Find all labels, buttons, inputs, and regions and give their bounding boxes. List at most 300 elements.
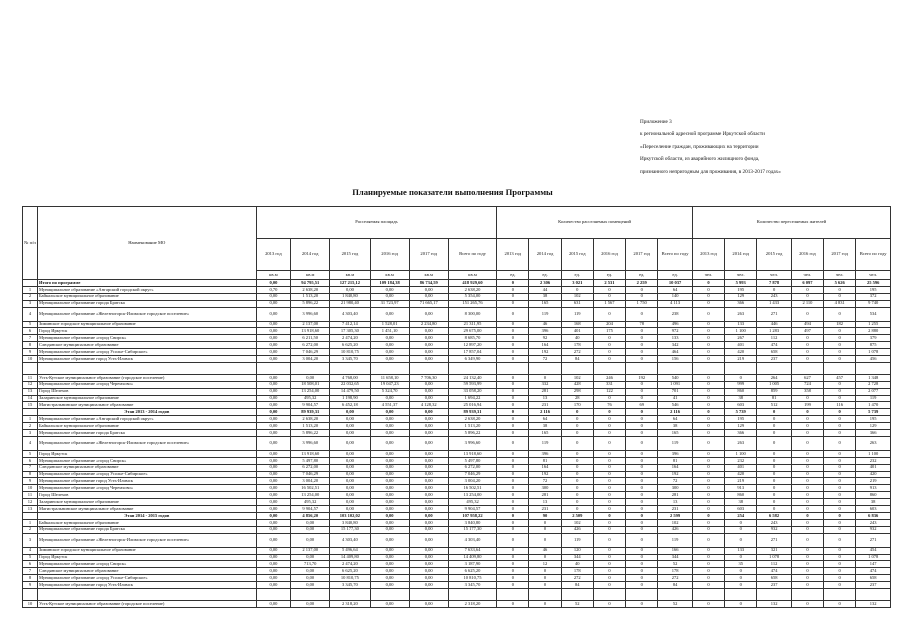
row-value: 0 [497, 575, 529, 582]
header-unit: чел. [856, 271, 891, 280]
row-value: 0 [497, 349, 529, 356]
row-value: 0 [824, 416, 856, 423]
row-value: 0,00 [330, 471, 370, 478]
row-value: 1 451,10 [370, 328, 409, 335]
header-group: Количество переселяемых жителей [692, 207, 890, 239]
row-value: 0,00 [370, 307, 409, 321]
row-value: 0 [626, 519, 658, 526]
row-value: 0 [692, 561, 724, 568]
row-value: 0,00 [256, 335, 291, 342]
row-value: 0 [593, 499, 625, 506]
table-row [23, 436, 891, 450]
row-value: 3 345,70 [330, 356, 370, 363]
row-value: 140 [658, 293, 693, 300]
row-value: 4 303,40 [448, 533, 496, 547]
row-value: 0 [692, 575, 724, 582]
row-value: 0 [593, 478, 625, 485]
row-value: 0 [725, 575, 757, 582]
row-value: 6 097 [791, 280, 823, 287]
row-value: 0 [824, 293, 856, 300]
row-value: 0 [593, 356, 625, 363]
row-value: 0 [692, 381, 724, 388]
row-value: 3 004,20 [291, 478, 330, 485]
row-value: 0 [692, 374, 724, 381]
row-value: 5 324,70 [370, 388, 409, 395]
row-value: 0 [824, 356, 856, 363]
row-name: Город Иркутск [37, 554, 256, 561]
row-value: 0 [626, 328, 658, 335]
row-value: 0,00 [409, 349, 448, 356]
row-value: 6 625,20 [330, 342, 370, 349]
row-value: 0 [824, 499, 856, 506]
row-value: 72 [658, 478, 693, 485]
row-value: 129 [856, 423, 891, 430]
row-value: 254 [725, 512, 757, 519]
row-value: 1 100 [725, 450, 757, 457]
row-value: 0 [692, 450, 724, 457]
row-value: 446 [757, 321, 792, 328]
row-value: 119 [529, 307, 561, 321]
row-value [497, 362, 529, 374]
table-row [23, 575, 891, 582]
row-value [330, 588, 370, 600]
row-value: 0 [497, 512, 529, 519]
row-value: 0 [791, 307, 823, 321]
row-value: 2 474,20 [330, 335, 370, 342]
row-value: 0 [692, 547, 724, 554]
row-number: 10 [23, 356, 38, 363]
row-value: 0 [593, 457, 625, 464]
header-year: 2017 год [409, 239, 448, 271]
row-number: 12 [23, 381, 38, 388]
row-value: 0 [824, 457, 856, 464]
header-unit: ед. [561, 271, 593, 280]
row-value: 0 [692, 568, 724, 575]
row-value: 0 [626, 457, 658, 464]
row-value: 112 [757, 561, 792, 568]
row-value: 0,00 [370, 395, 409, 402]
row-value: 133 [725, 321, 757, 328]
row-value: 932 [856, 526, 891, 533]
row-value: 0 [497, 280, 529, 287]
row-value: 0,00 [409, 450, 448, 457]
row-value: 0 [757, 416, 792, 423]
row-value: 0 [561, 409, 593, 416]
row-value: 0 [791, 349, 823, 356]
row-value: 1 840,80 [330, 293, 370, 300]
row-value: 272 [658, 575, 693, 582]
row-value: 0,00 [409, 485, 448, 492]
row-value: 0 [593, 423, 625, 430]
row-value: 0,00 [256, 356, 291, 363]
row-value: 0 [626, 478, 658, 485]
row-value: 0 [497, 328, 529, 335]
row-value: 0 [497, 464, 529, 471]
header-year: 2013 год [256, 239, 291, 271]
row-value: 0 [824, 485, 856, 492]
row-value: 0,00 [256, 464, 291, 471]
row-value: 271 [757, 533, 792, 547]
row-value: 76 [593, 402, 625, 409]
row-value: 0 [692, 402, 724, 409]
row-value: 0 [824, 512, 856, 519]
header-unit: кв.м [448, 271, 496, 280]
row-number: 1 [23, 416, 38, 423]
header-year: 2015 год [757, 239, 792, 271]
row-value: 0 [561, 471, 593, 478]
table-row [23, 409, 891, 416]
row-value: 52 [658, 600, 693, 607]
row-value: 0,00 [256, 512, 291, 519]
row-value [626, 362, 658, 374]
row-value [658, 362, 693, 374]
row-value: 0,00 [409, 423, 448, 430]
row-name: Муниципальное образование «город Черемхово» [37, 485, 256, 492]
row-value: 0 [824, 464, 856, 471]
row-value: 0 [692, 430, 724, 437]
row-value [291, 588, 330, 600]
row-value: 0 [824, 506, 856, 513]
row-value: 102 [561, 374, 593, 381]
row-value: 13 254,00 [291, 492, 330, 499]
header-year: 2016 год [370, 239, 409, 271]
row-value: 0 [824, 436, 856, 450]
row-value: 0 [497, 499, 529, 506]
row-value: 1 750 [626, 300, 658, 307]
row-value: 0 [824, 395, 856, 402]
row-value: 0 [593, 464, 625, 471]
row-number: 1 [23, 286, 38, 293]
row-value: 0,00 [370, 485, 409, 492]
row-value: 0 [529, 568, 561, 575]
row-value: 0 [626, 342, 658, 349]
row-value: 204 [593, 321, 625, 328]
row-value: 71 665,17 [409, 300, 448, 307]
row-name: Зиминское городское муниципальное образование [37, 547, 256, 554]
row-value: 0 [626, 436, 658, 450]
row-value: 0,00 [409, 526, 448, 533]
row-name [37, 588, 256, 600]
row-value: 0,00 [291, 568, 330, 575]
row-value: 33 058,20 [448, 388, 496, 395]
row-value: 701 [658, 388, 693, 395]
row-value: 0 [497, 416, 529, 423]
row-value: 0 [692, 356, 724, 363]
row-value: 6 625,20 [330, 568, 370, 575]
row-value: 0,00 [370, 600, 409, 607]
row-value: 0,00 [256, 457, 291, 464]
header-year: 2017 год [824, 239, 856, 271]
row-value: 16 502,51 [448, 485, 496, 492]
row-number: 5 [23, 554, 38, 561]
row-value: 0 [791, 512, 823, 519]
row-value: 0 [626, 395, 658, 402]
row-value: 0,00 [256, 561, 291, 568]
row-value: 102 [658, 519, 693, 526]
row-name: Муниципальное образование города Братска [37, 430, 256, 437]
header-unit: ед. [658, 271, 693, 280]
row-value: 0 [791, 600, 823, 607]
row-value: 457 [824, 374, 856, 381]
header-year: 2014 год [725, 239, 757, 271]
row-value: 0 [824, 409, 856, 416]
row-value: 474 [856, 568, 891, 575]
row-value: 243 [757, 519, 792, 526]
row-value: 0 [791, 561, 823, 568]
row-value: 0,00 [256, 478, 291, 485]
row-value: 0 [791, 499, 823, 506]
table-row [23, 342, 891, 349]
row-value: 0,00 [256, 547, 291, 554]
row-value [757, 588, 792, 600]
row-value: 0 [692, 328, 724, 335]
row-value: 13 [529, 395, 561, 402]
header-year: 2014 год [529, 239, 561, 271]
row-value: 0 [593, 409, 625, 416]
row-value: 0 [824, 423, 856, 430]
row-value: 0 [824, 575, 856, 582]
row-value: 263 [725, 307, 757, 321]
row-name: Муниципальное образование «город Свирск» [37, 457, 256, 464]
row-value: 0 [692, 423, 724, 430]
row-name: Слюдянское муниципальное образование [37, 568, 256, 575]
row-name: Муниципальное образование «Железногорск-Илимское городское поселение» [37, 533, 256, 547]
row-value: 0,00 [256, 582, 291, 589]
row-value: 5 896,22 [291, 430, 330, 437]
row-value: 52 [561, 600, 593, 607]
row-value: 0 [497, 342, 529, 349]
row-value: 267 [725, 335, 757, 342]
header-unit: кв.м [330, 271, 370, 280]
row-value: 0 [626, 568, 658, 575]
appendix-line: «Переселение граждан, проживающих на территории [640, 143, 759, 150]
row-value: 195 [856, 416, 891, 423]
row-value: 13 [658, 499, 693, 506]
row-value: 0 [757, 436, 792, 450]
row-value: 0 [497, 409, 529, 416]
row-value: 0,00 [409, 547, 448, 554]
header-year: 2014 год [291, 239, 330, 271]
row-value: 0 [497, 506, 529, 513]
row-value: 0,00 [409, 519, 448, 526]
row-value: 0 [497, 293, 529, 300]
table-row [23, 362, 891, 374]
row-value: 0 [497, 478, 529, 485]
row-value: 0 [791, 395, 823, 402]
row-value: 0 [497, 533, 529, 547]
row-value: 0 [626, 286, 658, 293]
row-value: 6 272,00 [291, 342, 330, 349]
row-value: 0 [593, 568, 625, 575]
row-value: 0 [561, 286, 593, 293]
row-value: 0,00 [330, 485, 370, 492]
appendix-line: Приложение 3 [640, 119, 672, 125]
row-value: 164 [529, 342, 561, 349]
row-value: 0,00 [256, 568, 291, 575]
row-value: 5 496,64 [330, 547, 370, 554]
row-value: 0,00 [409, 328, 448, 335]
row-value: 0 [791, 286, 823, 293]
row-value: 396 [529, 328, 561, 335]
row-value: 3 840,80 [330, 519, 370, 526]
row-value: 0,00 [370, 349, 409, 356]
row-value: 0 [791, 409, 823, 416]
table-row [23, 526, 891, 533]
row-value: 0 [692, 280, 724, 287]
row-value: 112 [757, 335, 792, 342]
row-value: 0 [692, 416, 724, 423]
row-value: 0,00 [330, 450, 370, 457]
row-value: 1 255 [856, 321, 891, 328]
row-name: Муниципальное образование «город Усолье-Сибирское» [37, 471, 256, 478]
row-value: 0 [791, 533, 823, 547]
row-value: 40 [561, 561, 593, 568]
row-value: 0,00 [330, 430, 370, 437]
row-value [626, 588, 658, 600]
table-row [23, 395, 891, 402]
header-group: Количество расселяемых помещений [497, 207, 693, 239]
row-value: 0 [692, 499, 724, 506]
header-unit: чел. [824, 271, 856, 280]
row-value: 0 [497, 485, 529, 492]
row-value: 102 [561, 293, 593, 300]
row-value: 0 [626, 423, 658, 430]
row-value: 13 [529, 499, 561, 506]
row-value: 89 939,31 [448, 409, 496, 416]
row-value: 0,00 [256, 416, 291, 423]
row-value: 0 [692, 335, 724, 342]
row-value: 231 [529, 402, 561, 409]
row-value: 0,00 [370, 561, 409, 568]
row-value: 11 658,10 [370, 374, 409, 381]
row-value: 38 [658, 423, 693, 430]
row-value: 420 [725, 471, 757, 478]
table-row [23, 506, 891, 513]
row-value: 0 [692, 492, 724, 499]
row-value: 0 [692, 388, 724, 395]
row-value: 192 [626, 374, 658, 381]
row-value: 31 723,97 [370, 300, 409, 307]
row-value: 0,00 [330, 286, 370, 293]
row-value: 238 [658, 307, 693, 321]
row-value: 0 [757, 286, 792, 293]
row-value: 0 [791, 506, 823, 513]
row-value: 0 [725, 374, 757, 381]
row-value: 232 [725, 457, 757, 464]
row-value: 0 [593, 450, 625, 457]
row-name: Итого по программе [37, 280, 256, 287]
row-value: 534 [856, 307, 891, 321]
table-row [23, 457, 891, 464]
row-value: 426 [561, 526, 593, 533]
row-value: 81 [757, 395, 792, 402]
row-value [856, 362, 891, 374]
row-value: 2 880 [856, 328, 891, 335]
row-value: 4 303,40 [330, 533, 370, 547]
row-value: 0,00 [409, 457, 448, 464]
row-value: 0,00 [409, 600, 448, 607]
row-value: 0 [497, 286, 529, 293]
row-value: 0 [692, 321, 724, 328]
row-value: 0,00 [291, 533, 330, 547]
row-value: 0 [593, 561, 625, 568]
row-value: 156 [658, 356, 693, 363]
row-value: 0 [692, 582, 724, 589]
row-name: Слюдянское муниципальное образование [37, 342, 256, 349]
row-value: 0 [757, 506, 792, 513]
row-name: Муниципальное образование «город Свирск» [37, 335, 256, 342]
row-value: 0 [824, 600, 856, 607]
row-value: 0 [529, 554, 561, 561]
table-row [23, 388, 891, 395]
row-value: 0 [692, 349, 724, 356]
row-value: 0,00 [256, 349, 291, 356]
table-row [23, 280, 891, 287]
header-unit: ед. [497, 271, 529, 280]
row-value: 3 840,80 [448, 519, 496, 526]
row-value: 0,00 [291, 600, 330, 607]
row-value: 860 [856, 492, 891, 499]
row-value: 6 836 [856, 512, 891, 519]
row-value: 7 633,64 [448, 547, 496, 554]
row-value: 426 [658, 526, 693, 533]
page-title: Планируемые показатели выполнения Программы [352, 187, 553, 197]
row-value: 78 [626, 321, 658, 328]
row-value: 0 [561, 430, 593, 437]
row-value: 127 215,12 [330, 280, 370, 287]
table-row [23, 485, 891, 492]
row-value [658, 588, 693, 600]
row-value: 0 [692, 512, 724, 519]
row-value: 195 [856, 286, 891, 293]
row-value: 0,00 [409, 342, 448, 349]
table-row [23, 300, 891, 307]
row-name: Слюдянское муниципальное образование [37, 464, 256, 471]
appendix-line: признанного непригодным для проживания, в 2013-2017 годах» [640, 168, 781, 175]
row-value: 0,70 [256, 286, 291, 293]
row-value: 232 [856, 457, 891, 464]
row-name: Муниципальное образование город Усть-Илимск [37, 582, 256, 589]
row-value: 0,00 [370, 575, 409, 582]
row-value: 0,00 [256, 328, 291, 335]
row-value: 1 100 [725, 328, 757, 335]
row-value: 0 [791, 485, 823, 492]
row-value: 860 [725, 388, 757, 395]
table-row [23, 554, 891, 561]
row-value: 2 474,20 [330, 561, 370, 568]
row-value: 271 [757, 307, 792, 321]
row-name: Байкальское муниципальное образование [37, 519, 256, 526]
row-value: 0 [692, 533, 724, 547]
row-value: 0 [529, 582, 561, 589]
row-value: 0 [626, 547, 658, 554]
row-value: 0,00 [291, 582, 330, 589]
row-value: 0,00 [409, 492, 448, 499]
row-value: 0 [626, 416, 658, 423]
row-value: 133 [725, 547, 757, 554]
row-name: Муниципальное образование «город Усолье-Сибирское» [37, 575, 256, 582]
row-number: 5 [23, 450, 38, 457]
row-value: 9 740 [856, 300, 891, 307]
row-value: 119 [658, 533, 693, 547]
header-year: 2017 год [626, 239, 658, 271]
row-number: 4 [23, 436, 38, 450]
row-number: 10 [23, 485, 38, 492]
row-value: 0 [497, 335, 529, 342]
row-value: 0 [692, 600, 724, 607]
row-number: 7 [23, 335, 38, 342]
row-value: 0,00 [409, 307, 448, 321]
